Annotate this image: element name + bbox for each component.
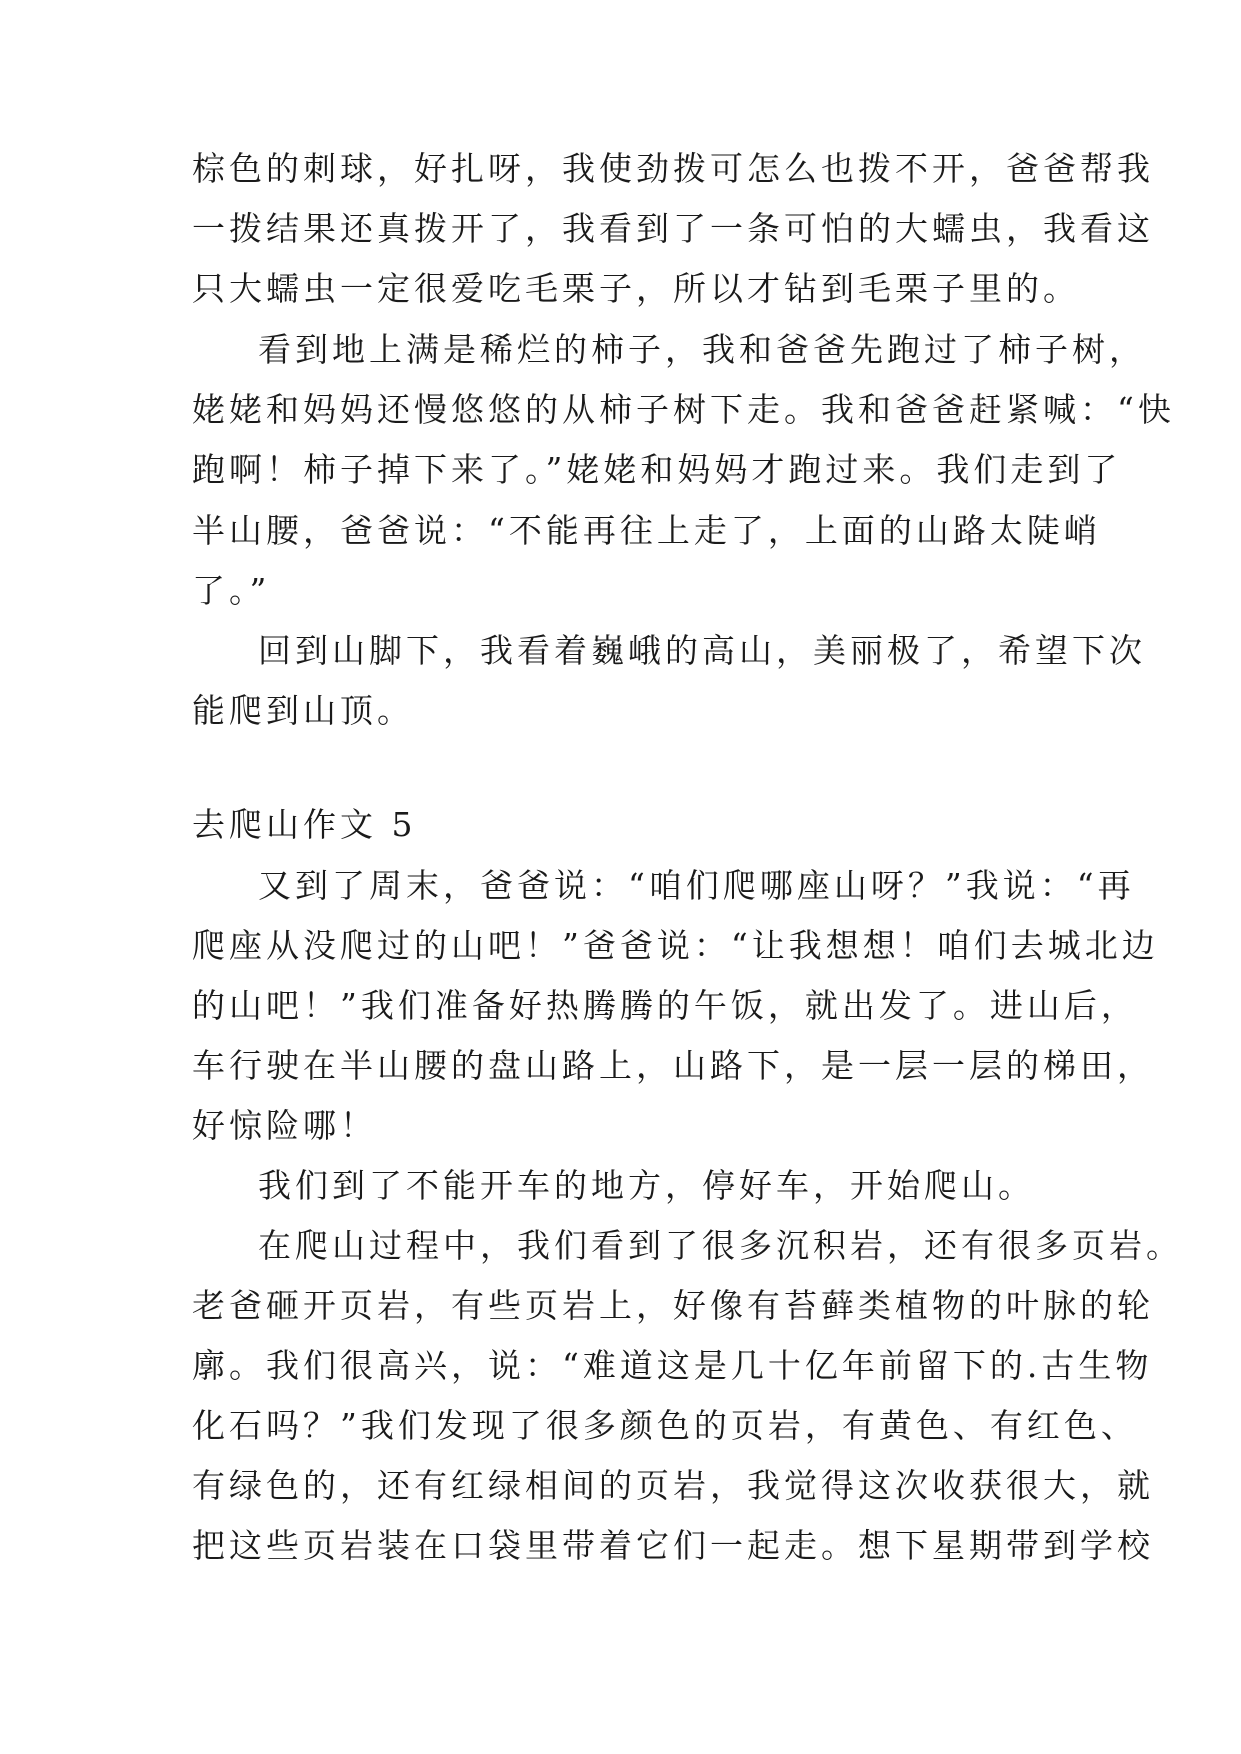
paragraph-line: 的山吧！”我们准备好热腾腾的午饭，就出发了。进山后， [192, 986, 1138, 1025]
paragraph-line: 在爬山过程中，我们看到了很多沉积岩，还有很多页岩。 [258, 1226, 1183, 1265]
paragraph-line: 姥姥和妈妈还慢悠悠的从柿子树下走。我和爸爸赶紧喊：“快 [192, 390, 1175, 429]
paragraph-line: 有绿色的，还有红绿相间的页岩，我觉得这次收获很大，就 [192, 1466, 1154, 1505]
paragraph-line: 化石吗？”我们发现了很多颜色的页岩，有黄色、有红色、 [192, 1406, 1138, 1445]
paragraph-line: 好惊险哪！ [192, 1106, 377, 1145]
paragraph-line: 看到地上满是稀烂的柿子，我和爸爸先跑过了柿子树， [258, 330, 1146, 369]
paragraph-line: 能爬到山顶。 [192, 691, 414, 730]
section-title: 去爬山作文 5 [192, 805, 417, 844]
paragraph-line: 了。” [192, 571, 271, 610]
paragraph-line: 车行驶在半山腰的盘山路上，山路下，是一层一层的梯田， [192, 1046, 1154, 1085]
paragraph-line: 跑啊！柿子掉下来了。”姥姥和妈妈才跑过来。我们走到了 [192, 450, 1122, 489]
paragraph-line: 廓。我们很高兴，说：“难道这是几十亿年前留下的.古生物 [192, 1346, 1153, 1385]
paragraph-line: 把这些页岩装在口袋里带着它们一起走。想下星期带到学校 [192, 1526, 1154, 1565]
paragraph-line: 棕色的刺球，好扎呀，我使劲拨可怎么也拨不开，爸爸帮我 [192, 149, 1154, 188]
paragraph-line: 老爸砸开页岩，有些页岩上，好像有苔藓类植物的叶脉的轮 [192, 1286, 1154, 1325]
paragraph-line: 只大蠕虫一定很爱吃毛栗子，所以才钻到毛栗子里的。 [192, 269, 1080, 308]
paragraph-line: 我们到了不能开车的地方，停好车，开始爬山。 [258, 1166, 1035, 1205]
paragraph-line: 半山腰，爸爸说：“不能再往上走了，上面的山路太陡峭 [192, 511, 1101, 550]
paragraph-line: 一拨结果还真拨开了，我看到了一条可怕的大蠕虫，我看这 [192, 209, 1154, 248]
paragraph-line: 又到了周末，爸爸说：“咱们爬哪座山呀？”我说：“再 [258, 866, 1135, 905]
paragraph-line: 回到山脚下，我看着巍峨的高山，美丽极了，希望下次 [258, 631, 1146, 670]
paragraph-line: 爬座从没爬过的山吧！”爸爸说：“让我想想！咱们去城北边 [192, 926, 1159, 965]
